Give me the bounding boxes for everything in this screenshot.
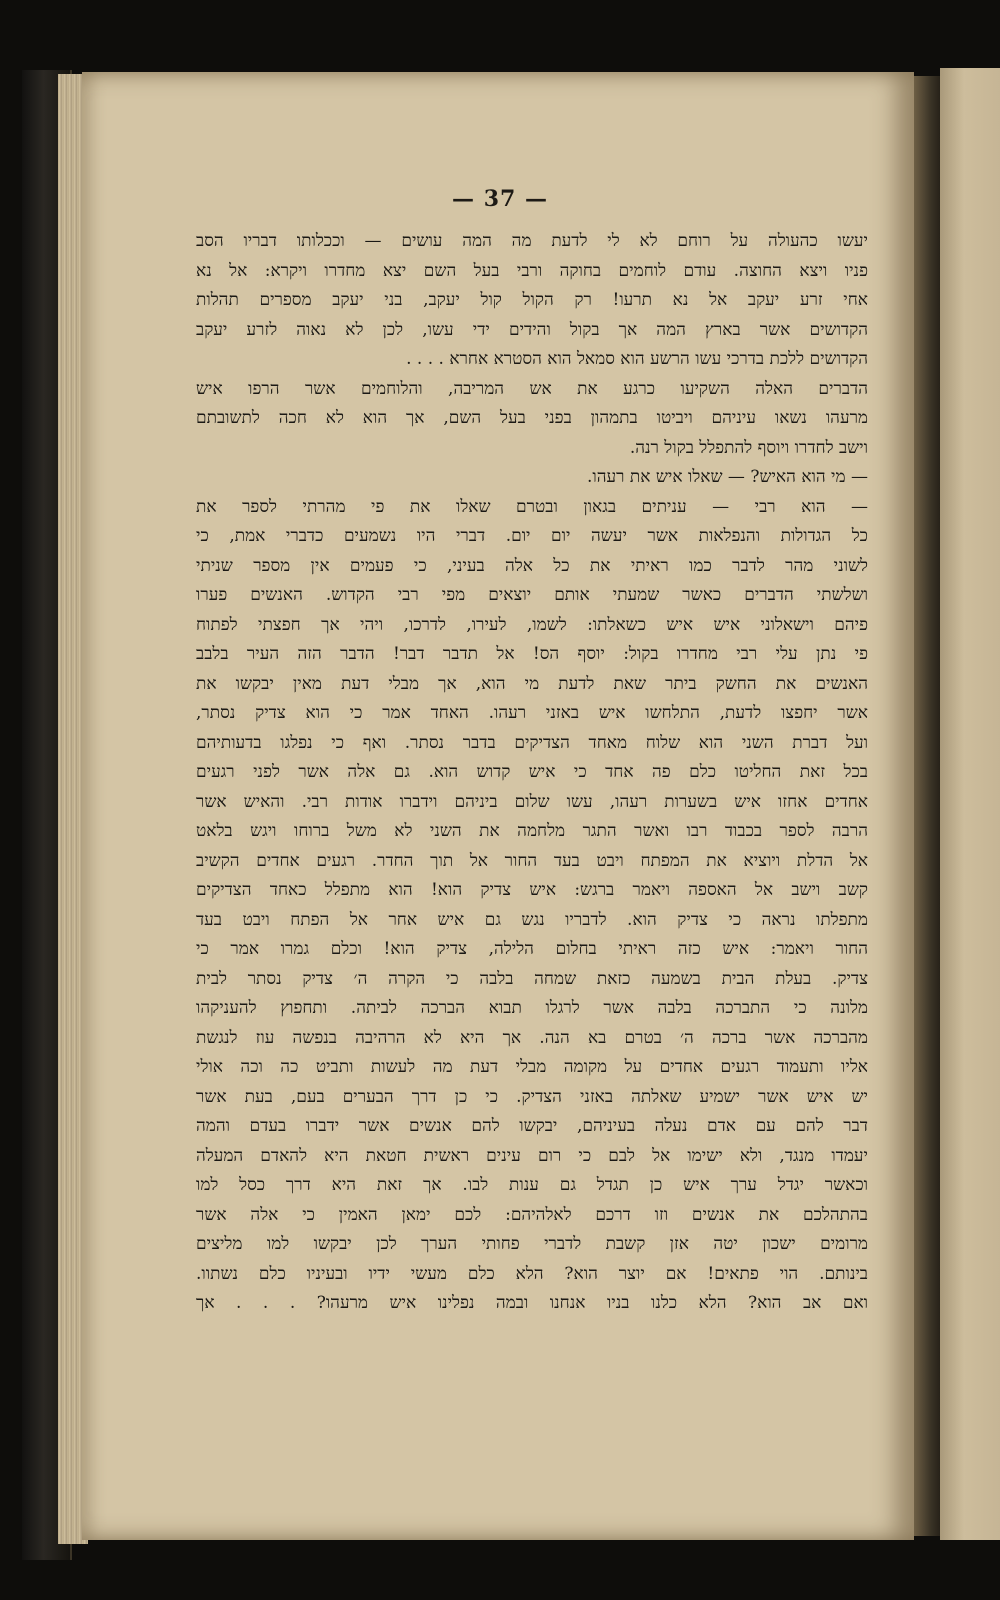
text-line: יעמדו מנגד, ולא ישימו אל לבם כי רום עינים ראשית חטאת היא להאדם המעלה — [196, 1145, 868, 1166]
text-line: בכל זאת החליטו כלם פה אחד כי איש קדוש הוא. גם אלה אשר לפני רגעים — [196, 762, 868, 782]
text-line: החור ויאמר: איש כזה ראיתי בחלום הלילה, צדיק הוא! וכלם גמרו אמר כי — [196, 939, 868, 959]
text-line: מתפלתו נראה כי צדיק הוא. לדבריו נגש גם איש אחר אל הפתח ויבט בעד — [196, 909, 868, 930]
text-line: אליו ותעמוד רגעים אחדים על מקומה מבלי דעת מה לעשות ותביט כה וכה אולי — [196, 1057, 868, 1077]
text-line: כל הגדולות והנפלאות אשר יעשה יום יום. דברי היו נשמעים כדברי אמת, כי — [196, 526, 868, 546]
text-line: בינותם. הוי פתאים! אם יוצר הוא? הלא כלם מעשי ידיו ובעיניו כלם נשתוו. — [196, 1263, 868, 1284]
next-page-edge — [940, 68, 1000, 1540]
text-line: מהברכה אשר ברכה ה׳ בטרם בא הנה. אך היא לא הרהיבה בנפשה עוז לנגשת — [196, 1027, 868, 1048]
text-line: יש איש אשר ישמיע שאלתה באזני הצדיק. כי כן דרך הבערים בעם, בעת אשר — [196, 1086, 868, 1107]
text-line: ועל דברת השני הוא שלוח מאחד הצדיקים בדבר נסתר. ואף כי נפלגו בדעותיהם — [196, 732, 868, 753]
text-line: הרבה לספר בכבוד רבו ואשר התגר מלחמה את השני לא משל ברוחו ויגש בלאט — [196, 821, 868, 841]
text-line: פיהם וישאלוני איש איש כשאלתו: לשמו, לעירו, לדרכו, ויהי אך חפצתי לפתוח — [196, 614, 868, 635]
text-line: אשר יחפצו לדעת, התלחשו איש באזני רעהו. האחד אמר כי הוא צדיק נסתר, — [196, 703, 868, 723]
body-text — [196, 227, 868, 1319]
text-line: הקדושים ללכת בדרכי עשו הרשע הוא סמאל הוא הסטרא אחרא . . . . — [406, 349, 868, 369]
text-line: וכאשר יגדל ערך איש כן תגדל גם ענות לבו. אך זאת היא דרך כסל למו — [196, 1175, 868, 1195]
text-line: אחדים אחזו איש בשערות רעהו, עשו שלום ביניהם וידברו אודות רבי. והאיש אשר — [196, 791, 868, 812]
page-gutter — [914, 76, 942, 1536]
text-line: יעשו כהעולה על רוחם לא לי לדעת מה המה עושים — וככלותו דבריו הסב — [196, 231, 868, 251]
text-line: — הוא רבי — עניתים בגאון ובטרם שאלו את פי מהרתי לספר את — [196, 496, 868, 517]
text-line: מרומים ישכון יטה אזן קשבת לדברי פחותי הערך לכן יבקשו למו מליצים — [196, 1234, 868, 1254]
text-line: קשב וישב אל האספה ויאמר ברגש: איש צדיק הוא! הוא מתפלל כאחד הצדיקים — [196, 880, 868, 900]
text-line: דבר להם עם אדם נעלה בעיניהם, יבקשו להם אנשים אשר ידברו בעדם והמה — [196, 1116, 868, 1136]
text-line: וישב לחדרו ויוסף להתפלל בקול רנה. — [629, 437, 868, 458]
text-line: פניו ויצא החוצה. עודם לוחמים בחוקה ורבי בעל השם יצא מחדרו ויקרא: אל נא — [196, 260, 868, 281]
text-line: — מי הוא האיש? — שאלו איש את רעהו. — [587, 467, 868, 487]
text-line: פי נתן עלי רבי מחדרו בקול: יוסף הס! אל תדבר דבר! הדבר הזה העיר בלבב — [196, 644, 868, 664]
text-line: בהתהלכם את אנשים וזו דרכם לאלהיהם: לכם ימאן האמין כי אלה אשר — [196, 1204, 868, 1225]
text-line: ואם אב הוא? הלא כלנו בניו אנחנו ובמה נפלינו איש מרעהו? . . . אך — [196, 1293, 868, 1313]
text-line: לשוני מהר לדבר כמו ראיתי את כל אלה בעיני, כי פעמים אין מספר שניתי — [196, 555, 868, 576]
text-line: האנשים את החשק ביתר שאת לדעת מי הוא, אך מבלי דעת מאין יבקשו את — [196, 673, 868, 694]
text-line: הדברים האלה השקיעו כרגע את אש המריבה, והלוחמים אשר הרפו איש — [196, 378, 868, 399]
text-line: אל הדלת ויוציא את המפתח ויבט בעד החור אל תוך החדר. רגעים אחדים הקשיב — [196, 850, 868, 871]
page-number: — 37 — — [452, 186, 548, 212]
text-line: אחי זרע יעקב אל נא תרעו! רק הקול קול יעקב, בני יעקב מספרים תהלות — [196, 290, 868, 310]
text-line: מלונה כי התברכה בלבה אשר לרגלו תבוא הברכה לביתה. ותחפוץ להעניקהו — [196, 998, 868, 1018]
text-line: מרעהו נשאו עיניהם ויביטו בתמהון בפני בעל השם, אך הוא לא חכה לתשובתם — [196, 408, 868, 428]
text-line: ושלשתי הדברים כאשר שמעתי אותם יוצאים מפי רבי הקדוש. האנשים פערו — [196, 585, 868, 605]
text-line: צדיק. בעלת הבית בשמעה כזאת שמחה בלבה כי הקרה ה׳ צדיק נסתר לבית — [196, 968, 868, 989]
text-line: הקדושים אשר בארץ המה אך בקול והידים ידי עשו, לכן לא נאוה לזרע יעקב — [196, 319, 868, 340]
